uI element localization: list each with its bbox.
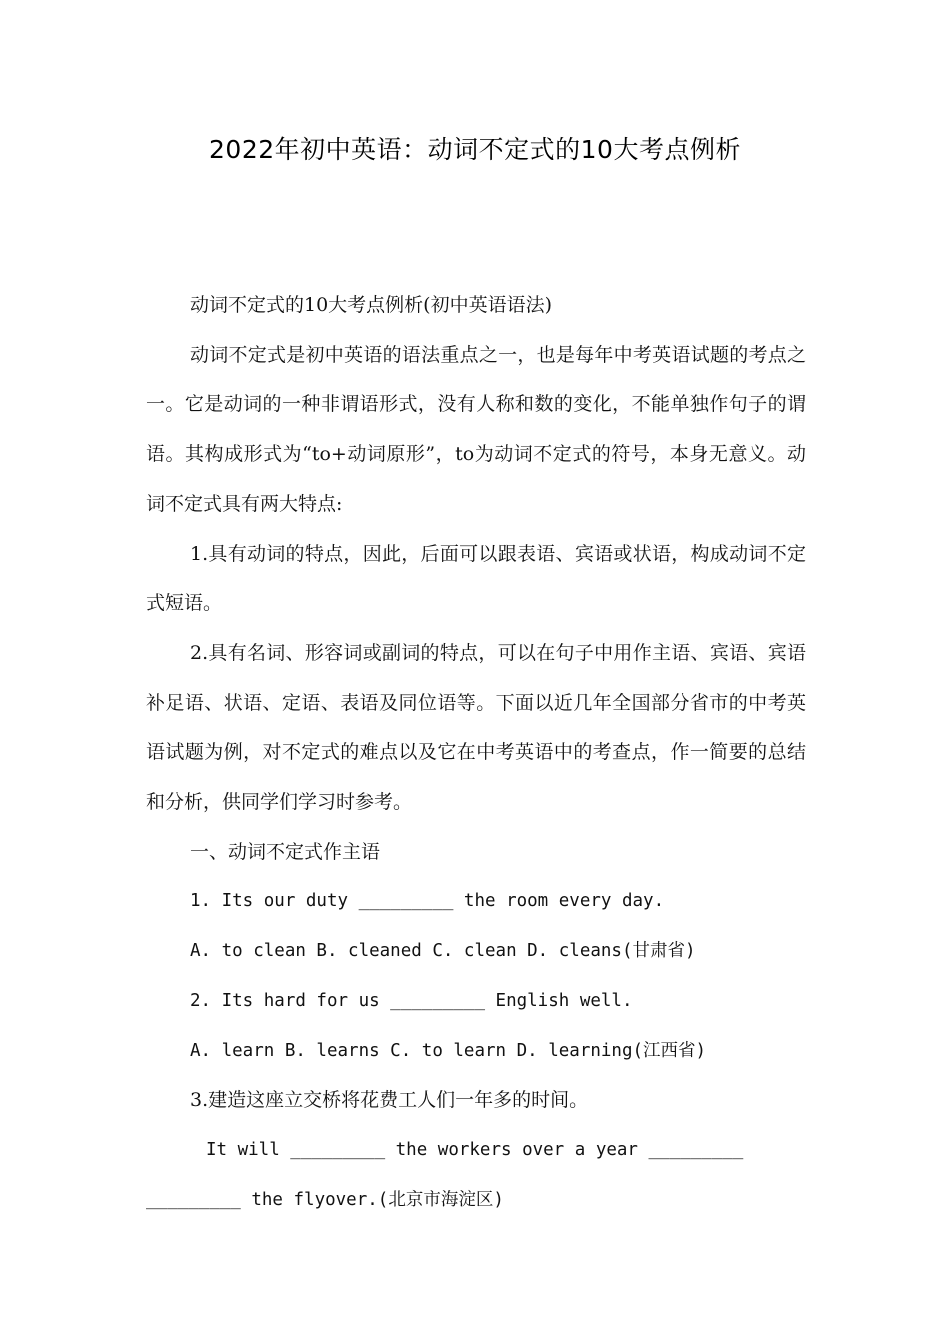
- document-title: 2022年初中英语：动词不定式的10大考点例析: [209, 135, 741, 164]
- question-2: 2. Its hard for us _________ English well.: [190, 990, 633, 1011]
- section-heading-1: 一、动词不定式作主语: [190, 840, 381, 863]
- paragraph-feature-1: 1.具有动词的特点，因此，后面可以跟表语、宾语或状语，构成动词不定式短语。: [146, 542, 806, 615]
- question-1: 1. Its our duty _________ the room every day.: [190, 891, 665, 912]
- question-1-options: A. to clean B. cleaned C. clean D. cleans(甘肃省): [190, 941, 696, 962]
- question-2-options: A. learn B. learns C. to learn D. learning(江西省): [190, 1040, 707, 1061]
- document-body: [146, 281, 806, 1225]
- question-3-line-1-text: It will _________ the workers over a year _________: [206, 1139, 744, 1160]
- question-3-line-1: [146, 1126, 806, 1176]
- paragraph-subtitle: 动词不定式的10大考点例析(初中英语语法): [190, 294, 553, 316]
- paragraph-intro: 动词不定式是初中英语的语法重点之一，也是每年中考英语试题的考点之一。它是动词的一种非谓语形式，没有人称和数的变化，不能单独作句子的谓语。其构成形式为“to+动词原形”，to为动词不定式的符号，本身无意义。动词不定式具有两大特点:: [146, 343, 806, 515]
- question-3: 3.建造这座立交桥将花费工人们一年多的时间。: [190, 1089, 589, 1112]
- paragraph-feature-2: 2.具有名词、形容词或副词的特点，可以在句子中用作主语、宾语、宾语补足语、状语、定语、表语及同位语等。下面以近几年全国部分省市的中考英语试题为例，对不定式的难点以及它在中考英语中的考查点，作一简要的总结和分析，供同学们学习时参考。: [146, 641, 806, 814]
- question-3-line-2: _________ the flyover.(北京市海淀区): [146, 1189, 504, 1210]
